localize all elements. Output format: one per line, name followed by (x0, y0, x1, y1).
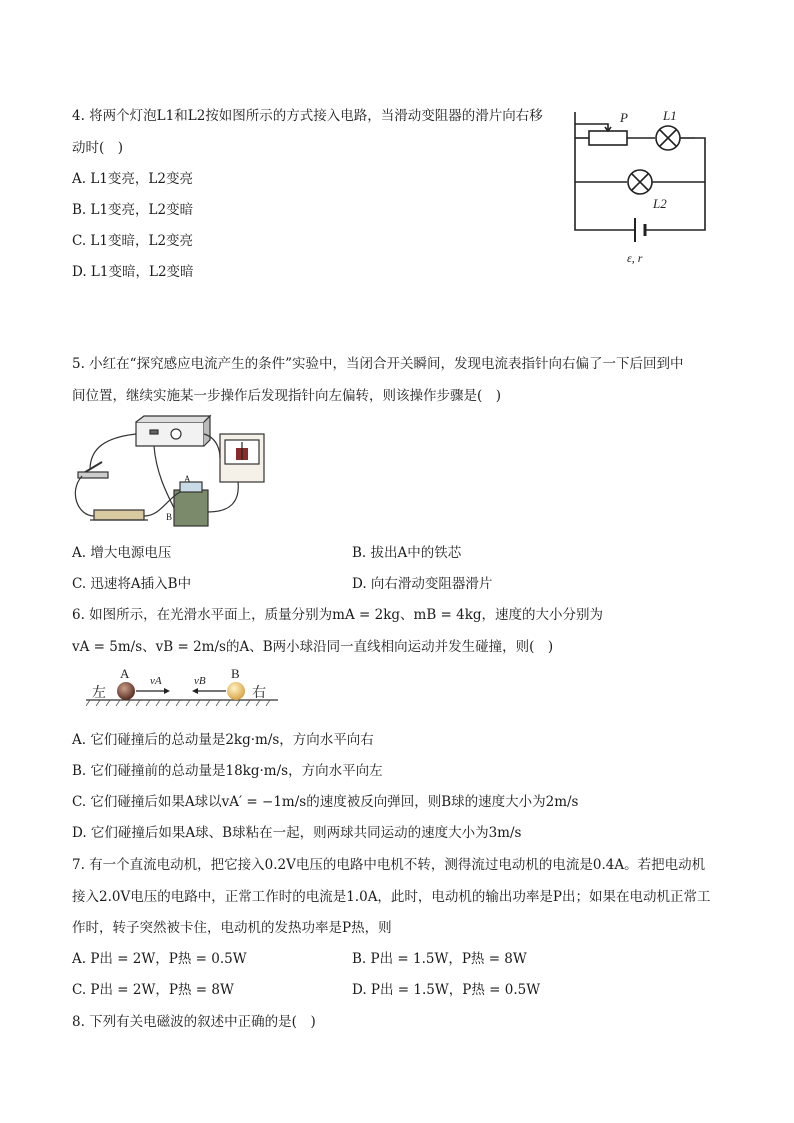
q7-option-b[interactable]: B. P出 = 1.5W，P热 = 8W (352, 951, 527, 967)
q6-option-c[interactable]: C. 它们碰撞后如果A球以vA′ = −1m/s的速度被反向弹回，则B球的速度大小为2m/s (72, 794, 579, 810)
q5-option-a[interactable]: A. 增大电源电压 (72, 545, 172, 561)
q4-figure-label-l2: L2 (653, 196, 667, 211)
q4-figure-label-p: P (620, 110, 628, 125)
q4-option-a[interactable]: A. L1变亮，L2变亮 (72, 171, 193, 187)
q4-option-c[interactable]: C. L1变暗，L2变亮 (72, 233, 194, 249)
q5-figure-label-a: A (184, 474, 191, 484)
q6-option-d[interactable]: D. 它们碰撞后如果A球、B球粘在一起，则两球共同运动的速度大小为3m/s (72, 825, 522, 841)
q4-figure-label-l1: L1 (663, 108, 677, 123)
q4-option-b[interactable]: B. L1变亮，L2变暗 (72, 202, 194, 218)
q5-option-b[interactable]: B. 拔出A中的铁芯 (352, 545, 462, 561)
q7-option-c[interactable]: C. P出 = 2W，P热 = 8W (72, 982, 234, 998)
q4-circuit-figure (565, 100, 715, 270)
q7-option-a[interactable]: A. P出 = 2W，P热 = 0.5W (72, 951, 247, 967)
q6-figure-label-va: vA (150, 675, 162, 687)
q6-stem-line2: vA = 5m/s、vB = 2m/s的A、B两小球沿同一直线相向运动并发生碰撞，则( ) (72, 639, 554, 655)
q7-stem-line2: 接入2.0V电压的电路中，正常工作时的电流是1.0A，此时，电动机的输出功率是P出；如果在电动机正常工 (72, 889, 711, 905)
q7-stem-line1: 7. 有一个直流电动机，把它接入0.2V电压的电路中电机不转，测得流过电动机的电流是0.4A。若把电动机 (72, 857, 706, 873)
q5-stem-line1: 5. 小红在“探究感应电流产生的条件”实验中，当闭合开关瞬间，发现电流表指针向右偏了一下后回到中 (72, 356, 684, 372)
q6-option-b[interactable]: B. 它们碰撞前的总动量是18kg·m/s，方向水平向左 (72, 763, 383, 779)
q6-option-a[interactable]: A. 它们碰撞后的总动量是2kg·m/s，方向水平向右 (72, 732, 374, 748)
q4-figure-label-source: ε, r (627, 251, 643, 265)
q7-option-d[interactable]: D. P出 = 1.5W，P热 = 0.5W (352, 982, 541, 998)
q6-figure-label-right: 右 (252, 685, 266, 701)
q4-stem-line2: 动时( ) (72, 140, 124, 156)
q6-collision-figure (86, 664, 282, 714)
q5-figure-label-b: B (166, 512, 173, 522)
q6-figure-label-vb: vB (194, 675, 206, 687)
q6-figure-label-ball-b: B (231, 666, 240, 681)
q6-figure-label-left: 左 (92, 685, 106, 701)
q5-stem-line2: 间位置，继续实施某一步操作后发现指针向左偏转，则该操作步骤是( ) (72, 388, 502, 404)
q6-stem-line1: 6. 如图所示，在光滑水平面上，质量分别为mA = 2kg、mB = 4kg，速度的大小分别为 (72, 607, 604, 623)
q7-stem-line3: 作时，转子突然被卡住，电动机的发热功率是P热，则 (72, 920, 392, 936)
q5-option-c[interactable]: C. 迅速将A插入B中 (72, 576, 192, 592)
q4-option-d[interactable]: D. L1变暗，L2变暗 (72, 264, 194, 280)
q6-figure-label-ball-a: A (120, 666, 130, 681)
q4-stem-line1: 4. 将两个灯泡L1和L2按如图所示的方式接入电路，当滑动变阻器的滑片向右移 (72, 108, 543, 124)
q5-option-d[interactable]: D. 向右滑动变阻器滑片 (352, 576, 493, 592)
q5-apparatus-figure (70, 412, 280, 532)
q8-stem-line1: 8. 下列有关电磁波的叙述中正确的是( ) (72, 1014, 316, 1030)
